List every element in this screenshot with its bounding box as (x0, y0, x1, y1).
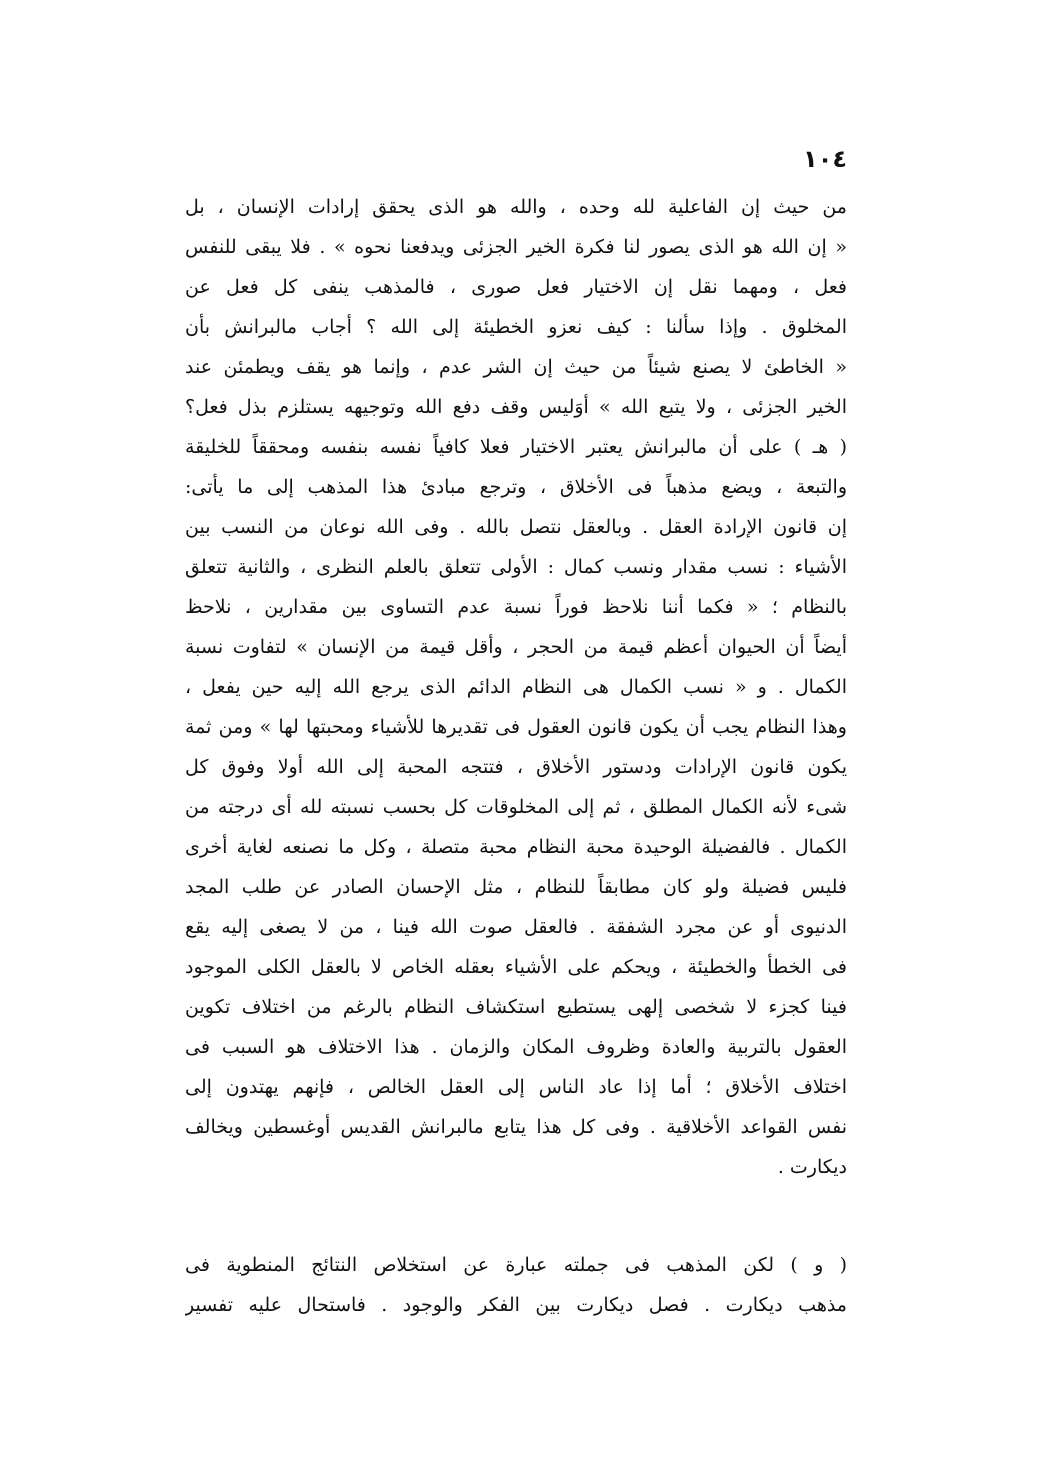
text-line: وهذا النظام يجب أن يكون قانون العقول فى تقديرها للأشياء ومحبتها لها » ومن ثمة (185, 716, 847, 738)
text-line: اختلاف الأخلاق ؛ أما إذا عاد الناس إلى العقل الخالص ، فإنهم يهتدون إلى (185, 1076, 847, 1098)
text-line: ( هـ ) على أن مالبرانش يعتبر الاختيار فعلا كافياً نفسه بنفسه ومحققاً للخليقة (185, 436, 847, 458)
text-line: والتبعة ، ويضع مذهباً فى الأخلاق ، وترجع مبادئ هذا المذهب إلى ما يأتى: (185, 476, 847, 498)
text-line: فى الخطأ والخطيئة ، ويحكم على الأشياء بعقله الخاص لا بالعقل الكلى الموجود (185, 956, 847, 978)
text-line: بالنظام ؛ « فكما أننا نلاحظ فوراً نسبة عدم التساوى بين مقدارين ، نلاحظ (185, 596, 847, 618)
text-line: الأشياء : نسب مقدار ونسب كمال : الأولى تتعلق بالعلم النظرى ، والثانية تتعلق (185, 556, 847, 578)
text-line: الكمال . و « نسب الكمال هى النظام الدائم الذى يرجع الله إليه حين يفعل ، (185, 676, 847, 698)
text-line: من حيث إن الفاعلية لله وحده ، والله هو الذى يحقق إرادات الإنسان ، بل (185, 196, 847, 218)
text-line: العقول بالتربية والعادة وظروف المكان والزمان . هذا الاختلاف هو السبب فى (185, 1036, 847, 1058)
text-line: نفس القواعد الأخلاقية . وفى كل هذا يتابع مالبرانش القديس أوغسطين ويخالف (185, 1116, 847, 1138)
text-line: المخلوق . وإذا سألنا : كيف نعزو الخطيئة إلى الله ؟ أجاب مالبرانش بأن (185, 316, 847, 338)
text-line: الخير الجزئى ، ولا يتبع الله » أوَليس وقف دفع الله وتوجيهه يستلزم بذل فعل؟ (185, 396, 847, 418)
paragraph-main (185, 187, 847, 1187)
text-line: ديكارت . (777, 1156, 847, 1178)
text-line: أيضاً أن الحيوان أعظم قيمة من الحجر ، وأقل قيمة من الإنسان » لتفاوت نسبة (185, 636, 847, 658)
text-line: فينا كجزء لا شخصى إلهى يستطيع استكشاف النظام بالرغم من اختلاف تكوين (185, 996, 847, 1018)
text-line: فعل ، ومهما نقل إن الاختيار فعل صورى ، فالمذهب ينفى كل فعل عن (185, 276, 847, 298)
text-line: يكون قانون الإرادات ودستور الأخلاق ، فتتجه المحبة إلى الله أولا وفوق كل (185, 756, 847, 778)
text-line: فليس فضيلة ولو كان مطابقاً للنظام ، مثل الإحسان الصادر عن طلب المجد (185, 876, 847, 898)
text-line: مذهب ديكارت . فصل ديكارت بين الفكر والوجود . فاستحال عليه تفسير (185, 1294, 847, 1316)
page-number: ١٠٤ (803, 145, 847, 173)
paragraph-next (185, 1245, 847, 1325)
text-line: الدنيوى أو عن مجرد الشفقة . فالعقل صوت الله فينا ، من لا يصغى إليه يقع (185, 916, 847, 938)
text-line: الكمال . فالفضيلة الوحيدة محبة النظام محبة متصلة ، وكل ما نصنعه لغاية أخرى (185, 836, 847, 858)
text-line: « الخاطئ لا يصنع شيئاً من حيث إن الشر عدم ، وإنما هو يقف ويطمئن عند (185, 356, 847, 378)
text-line: « إن الله هو الذى يصور لنا فكرة الخير الجزئى ويدفعنا نحوه » . فلا يبقى للنفس (185, 236, 847, 258)
text-line: ( و ) لكن المذهب فى جملته عبارة عن استخلاص النتائج المنطوية فى (185, 1254, 847, 1276)
text-line: إن قانون الإرادة العقل . وبالعقل نتصل بالله . وفى الله نوعان من النسب بين (185, 516, 847, 538)
text-line: شىء لأنه الكمال المطلق ، ثم إلى المخلوقات كل بحسب نسبته لله أى درجته من (185, 796, 847, 818)
